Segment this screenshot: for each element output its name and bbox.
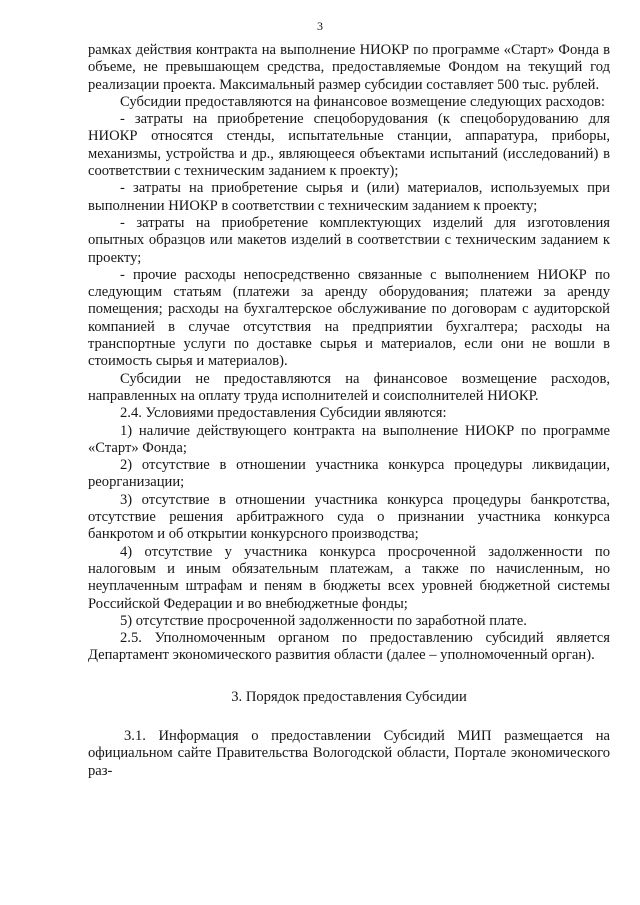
paragraph-subsidy-expenses-intro: Субсидии предоставляются на финансовое возмещение следующих расходов: bbox=[120, 93, 605, 110]
condition-item-1: 1) наличие действующего контракта на выполнение НИОКР по программе «Старт» Фонда; bbox=[88, 422, 610, 456]
condition-item-5: 5) отсутствие просроченной задолженности по заработной плате. bbox=[120, 612, 527, 629]
list-item-components: - затраты на приобретение комплектующих изделий для изготовления опытных образцов или макетов изделий в соответствии с техническим заданием к проекту; bbox=[88, 214, 610, 266]
paragraph-not-covered-expenses: Субсидии не предоставляются на финансовое возмещение расходов, направленных на оплату труда исполнителей и соисполнителей НИОКР. bbox=[88, 370, 610, 404]
paragraph-2-4-conditions: 2.4. Условиями предоставления Субсидии являются: bbox=[120, 405, 447, 422]
page-number: 3 bbox=[317, 19, 323, 33]
paragraph-continuation: рамках действия контракта на выполнение НИОКР по программе «Старт» Фонда в объеме, не превышающем средства, предоставляемые Фондом на текущий год реализации проекта. Максимальный размер субсидии составляет 500 тыс. рублей. bbox=[88, 42, 610, 93]
list-item-special-equipment: - затраты на приобретение спецоборудования (к спецоборудованию для НИОКР относятся стенды, испытательные станции, аппаратура, приборы, механизмы, устройства и др., являющееся объектами испытаний (исследований) в соответствии с техническим заданием к проекту); bbox=[88, 111, 610, 180]
list-item-other-expenses: - прочие расходы непосредственно связанные с выполнением НИОКР по следующим статьям (платежи за аренду оборудования; платежи за аренду помещения; расходы на бухгалтерское обслуживание по договорам с аудиторской компанией в случае отсутствия на предприятии бухгалтера; расходы на транспортные услуги по доставке сырья и материалов, если они не вошли в стоимость сырья и материалов). bbox=[88, 266, 610, 370]
condition-item-4: 4) отсутствие у участника конкурса просроченной задолженности по налоговым и иным обязательным платежам, а также по начисленным, но неуплаченным штрафам и пеням в бюджеты всех уровней бюджетной системы Российской Федерации и во внебюджетные фонды; bbox=[88, 543, 610, 612]
list-item-raw-materials: - затраты на приобретение сырья и (или) материалов, используемых при выполнении НИОКР в соответствии с техническим заданием к проекту; bbox=[88, 180, 610, 214]
section-heading: 3. Порядок предоставления Субсидии bbox=[231, 688, 467, 705]
condition-item-3: 3) отсутствие в отношении участника конкурса процедуры банкротства, отсутствие решения арбитражного суда о признании участника конкурса банкротом и об открытии конкурсного производства; bbox=[88, 491, 610, 543]
condition-item-2: 2) отсутствие в отношении участника конкурса процедуры ликвидации, реорганизации; bbox=[88, 457, 610, 491]
paragraph-2-5-authorized-body: 2.5. Уполномоченным органом по предоставлению субсидий является Департамент экономического развития области (далее – уполномоченный орган). bbox=[88, 630, 610, 664]
paragraph-3-1-information: 3.1. Информация о предоставлении Субсидий МИП размещается на официальном сайте Правительства Вологодской области, Портале экономического раз- bbox=[88, 727, 610, 779]
